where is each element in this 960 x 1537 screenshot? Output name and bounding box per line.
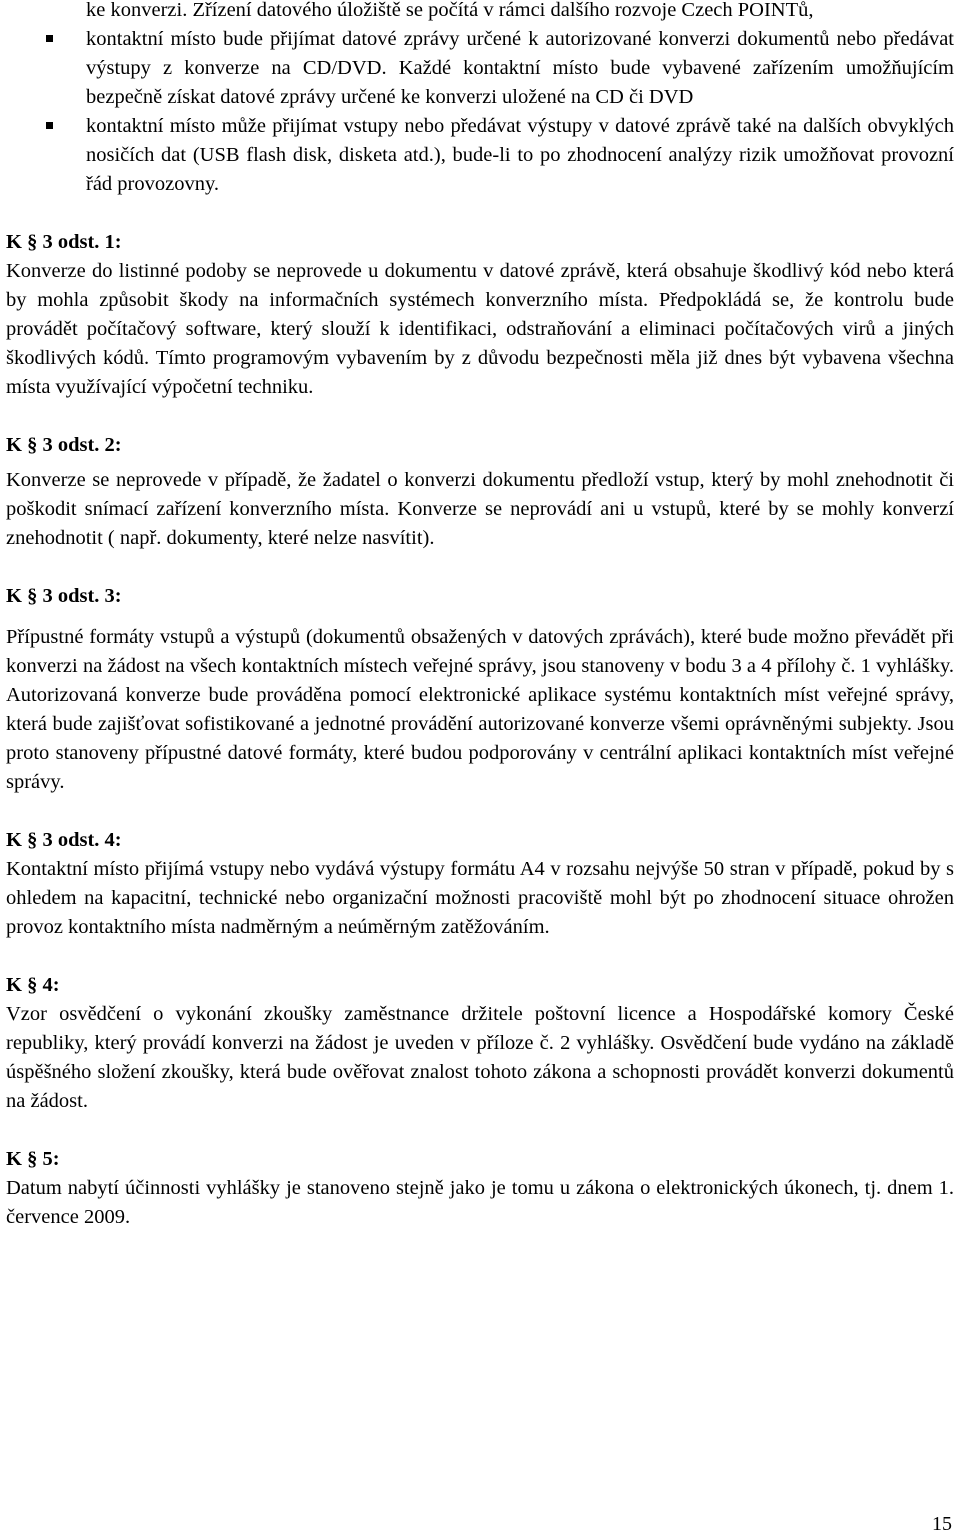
square-bullet-icon (46, 122, 53, 129)
bullet-text: kontaktní místo může přijímat vstupy nebo předávat výstupy v datové zprávě také na dalších obvyklých nosičích dat (USB flash disk, disketa atd.), bude-li to po zhodnocení analýzy rizik umožňovat provozní řád provozovny. (86, 115, 954, 195)
page-number: 15 (932, 1513, 952, 1535)
section-text: Přípustné formáty vstupů a výstupů (dokumentů obsažených v datových zprávách), které bude možno převádět při konverzi na žádost na všech kontaktních místech veřejné správy, jsou stanoveny v bodu 3 a 4 přílohy č. 1 vyhlášky. Autorizovaná konverze bude prováděna pomocí elektronické aplikace systému kontaktních míst veřejné správy, která bude zajišťovat sofistikované a jednotné provádění autorizované konverze všemi oprávněnými subjekty. Jsou proto stanoveny přípustné datové formáty, které budou podporovány v centrální aplikaci kontaktních míst veřejné správy. (6, 626, 954, 793)
bullet-list (6, 25, 954, 199)
section-text: Vzor osvědčení o vykonání zkoušky zaměstnance držitele poštovní licence a Hospodářské komory České republiky, který provádí konverzi na žádost je uveden v příloze č. 2 vyhlášky. Osvědčení bude vydáno na základě úspěšného složení zkoušky, která bude ověřovat znalost tohoto zákona a schopnosti provádět konverzi dokumentů na žádost. (6, 1003, 954, 1112)
section (6, 228, 954, 402)
bullet-item (6, 112, 954, 199)
section-heading: K § 3 odst. 2: (6, 434, 122, 456)
bullet-text: kontaktní místo bude přijímat datové zprávy určené k autorizované konverzi dokumentů nebo předávat výstupy z konverze na CD/DVD. Každé kontaktní místo bude vybavené zařízením umožňujícím bezpečně získat datové zprávy určené ke konverzi uložené na CD či DVD (86, 28, 954, 108)
section (6, 971, 954, 1116)
section-text: Konverze do listinné podoby se neprovede u dokumentu v datové zprávě, která obsahuje škodlivý kód nebo která by mohla způsobit škody na informačních systémech konverzního místa. Předpokládá se, že kontrolu bude provádět počítačový software, který slouží k identifikaci, odstraňování a eliminaci počítačových virů a jiných škodlivých kódů. Tímto programovým vybavením by z důvodu bezpečnosti měla již dnes být vybavena všechna místa využívající výpočetní techniku. (6, 260, 954, 398)
section-heading: K § 5: (6, 1148, 60, 1170)
section (6, 826, 954, 942)
section-text: Konverze se neprovede v případě, že žadatel o konverzi dokumentu předloží vstup, který by mohl znehodnotit či poškodit snímací zařízení konverzního místa. Konverze se neprovádí ani u vstupů, které by se mohly konverzí znehodnotit ( např. dokumenty, které nelze nasvítit). (6, 469, 954, 549)
section (6, 582, 954, 797)
square-bullet-icon (46, 35, 53, 42)
section (6, 1145, 954, 1232)
section-heading: K § 3 odst. 4: (6, 829, 122, 851)
section (6, 431, 954, 553)
section-heading: K § 3 odst. 3: (6, 585, 122, 607)
section-heading: K § 3 odst. 1: (6, 231, 122, 253)
section-text: Kontaktní místo přijímá vstupy nebo vydává výstupy formátu A4 v rozsahu nejvýše 50 stran v případě, pokud by s ohledem na kapacitní, technické nebo organizační možnosti pracoviště mohl být po zhodnocení situace ohrožen provoz kontaktního místa nadměrným a neúměrným zatěžováním. (6, 858, 954, 938)
section-heading: K § 4: (6, 974, 60, 996)
continuation-paragraph: ke konverzi. Zřízení datového úložiště se počítá v rámci dalšího rozvoje Czech POINTů, (86, 0, 814, 21)
bullet-item (6, 25, 954, 112)
section-text: Datum nabytí účinnosti vyhlášky je stanoveno stejně jako je tomu u zákona o elektronických úkonech, tj. dnem 1. července 2009. (6, 1177, 954, 1228)
